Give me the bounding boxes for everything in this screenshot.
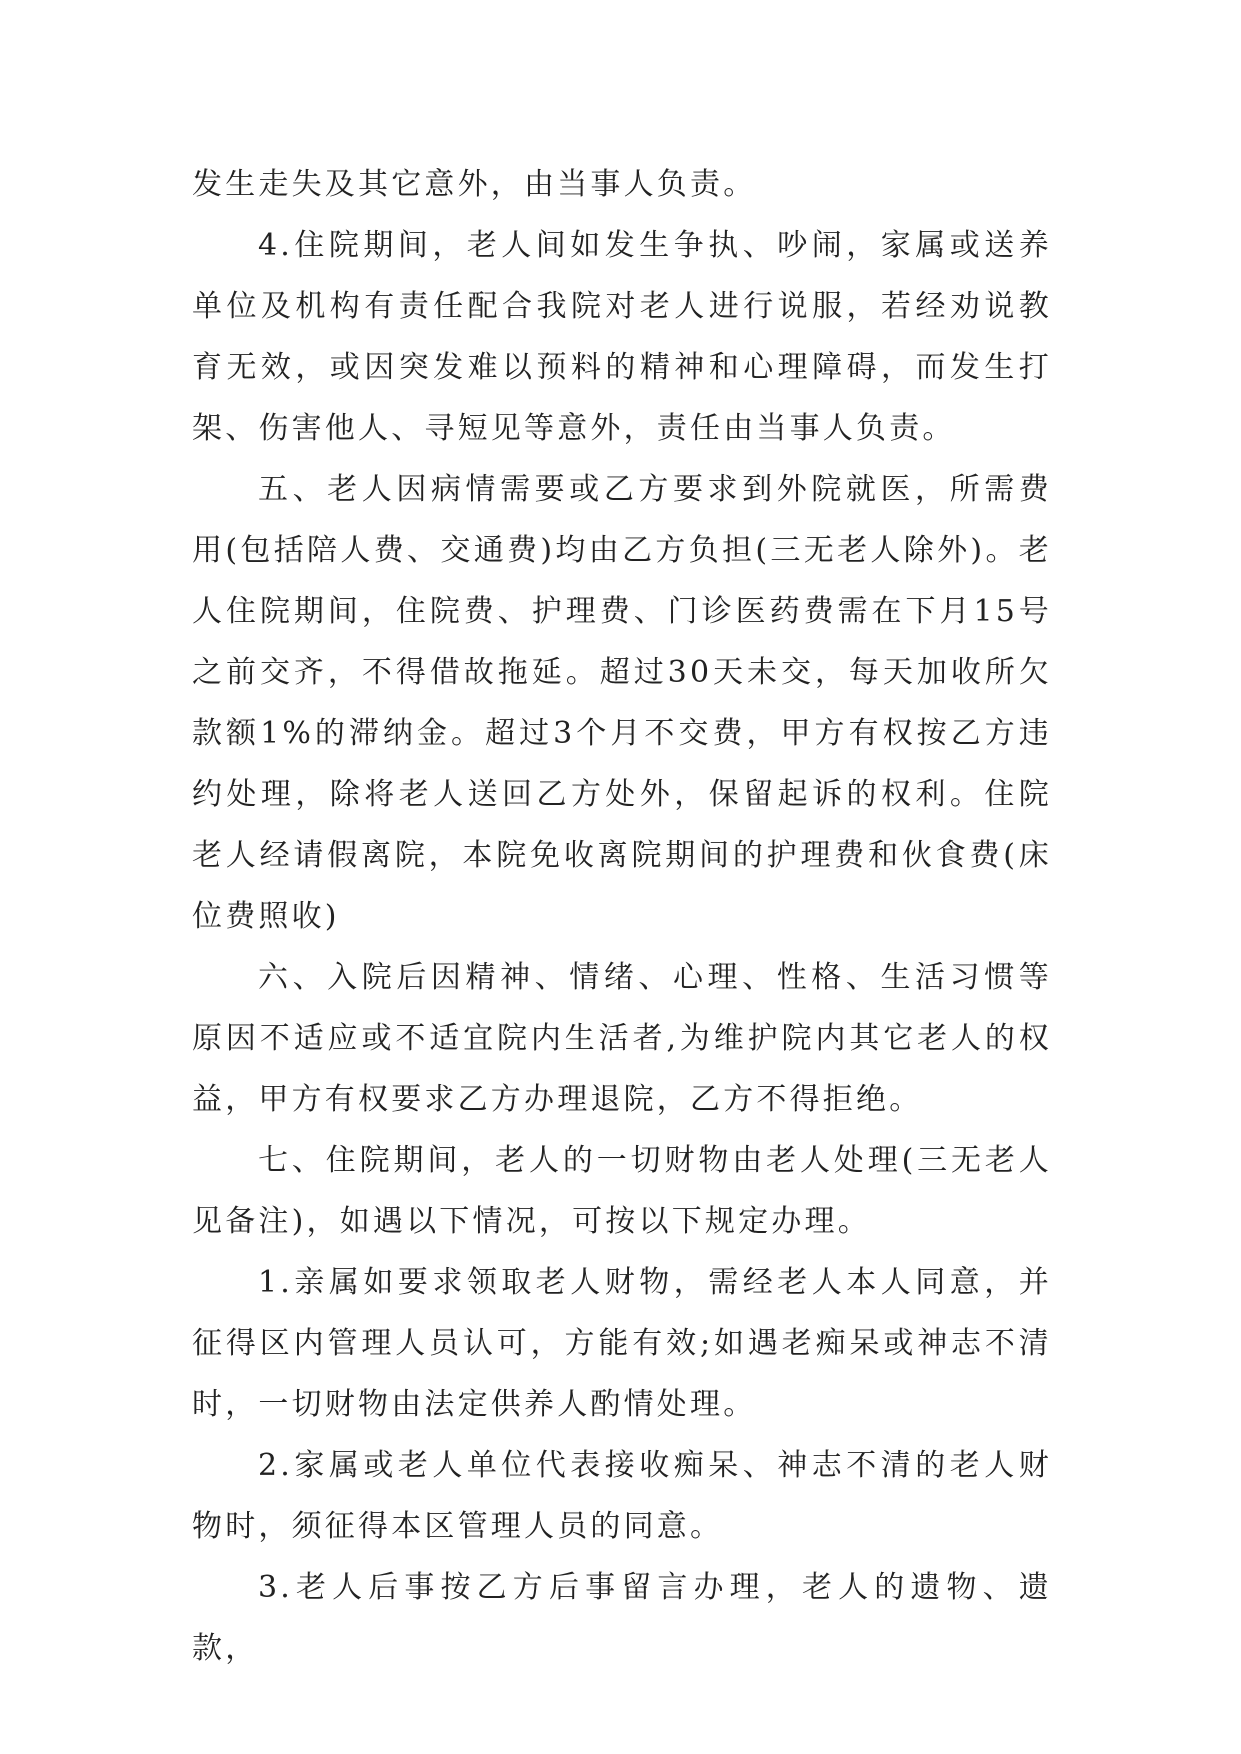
paragraph-item-4: 4.住院期间，老人间如发生争执、吵闹，家属或送养单位及机构有责任配合我院对老人进行说服，若经劝说教育无效，或因突发难以预料的精神和心理障碍，而发生打架、伤害他人、寻短见等意外，责任由当事人负责。 <box>192 228 1052 446</box>
paragraph-item-2: 2.家属或老人单位代表接收痴呆、神志不清的老人财物时，须征得本区管理人员的同意。 <box>192 1448 1052 1544</box>
paragraph-section-6: 六、入院后因精神、情绪、心理、性格、生活习惯等原因不适应或不适宜院内生活者,为维护院内其它老人的权益，甲方有权要求乙方办理退院，乙方不得拒绝。 <box>192 960 1052 1117</box>
paragraph-item-3: 3.老人后事按乙方后事留言办理，老人的遗物、遗款， <box>192 1570 1052 1666</box>
paragraph-section-7: 七、住院期间，老人的一切财物由老人处理(三无老人见备注)，如遇以下情况，可按以下规定办理。 <box>192 1143 1052 1239</box>
document-body <box>192 154 1052 1679</box>
paragraph-continuation: 发生走失及其它意外，由当事人负责。 <box>192 167 757 202</box>
paragraph-section-5: 五、老人因病情需要或乙方要求到外院就医，所需费用(包括陪人费、交通费)均由乙方负担(三无老人除外)。老人住院期间，住院费、护理费、门诊医药费需在下月15号之前交齐，不得借故拖延。超过30天未交，每天加收所欠款额1%的滞纳金。超过3个月不交费，甲方有权按乙方违约处理，除将老人送回乙方处外，保留起诉的权利。住院老人经请假离院，本院免收离院期间的护理费和伙食费(床位费照收) <box>192 472 1052 934</box>
paragraph-item-1: 1.亲属如要求领取老人财物，需经老人本人同意，并征得区内管理人员认可，方能有效;如遇老痴呆或神志不清时，一切财物由法定供养人酌情处理。 <box>192 1265 1052 1422</box>
